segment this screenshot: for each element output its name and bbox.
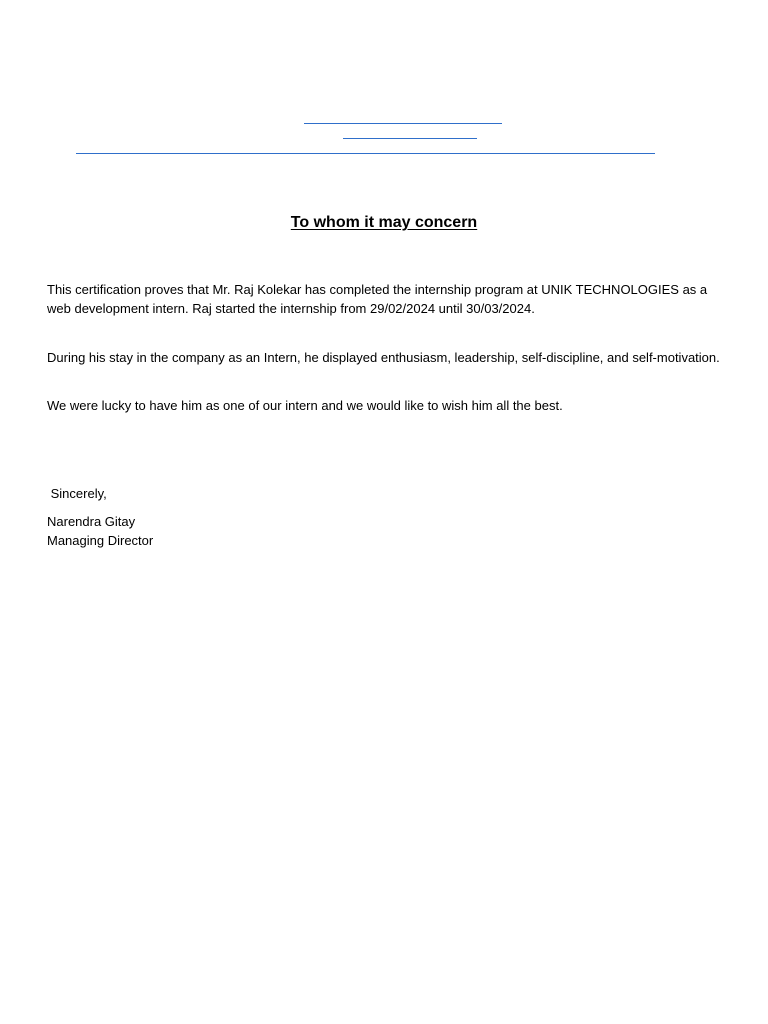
body-paragraph-1: This certification proves that Mr. Raj Kolekar has completed the internship program at UNIK TECHNOLOGIES as a web development intern. Raj started the internship from 29/02/2024 until 30/03/2024.: [47, 282, 708, 316]
signoff: Sincerely,: [47, 486, 107, 501]
body-paragraph-3: We were lucky to have him as one of our intern and we would like to wish him all the best.: [47, 398, 563, 413]
letter-title: To whom it may concern: [290, 214, 478, 231]
signer-name: Narendra Gitay: [47, 514, 136, 529]
letterhead-rule-top: [304, 123, 502, 124]
signer-title: Managing Director: [47, 533, 154, 548]
letterhead-rule-middle: [343, 138, 477, 139]
letterhead-rule-bottom: [76, 153, 655, 154]
body-paragraph-2: During his stay in the company as an Intern, he displayed enthusiasm, leadership, self-discipline, and self-motivation.: [47, 350, 720, 365]
